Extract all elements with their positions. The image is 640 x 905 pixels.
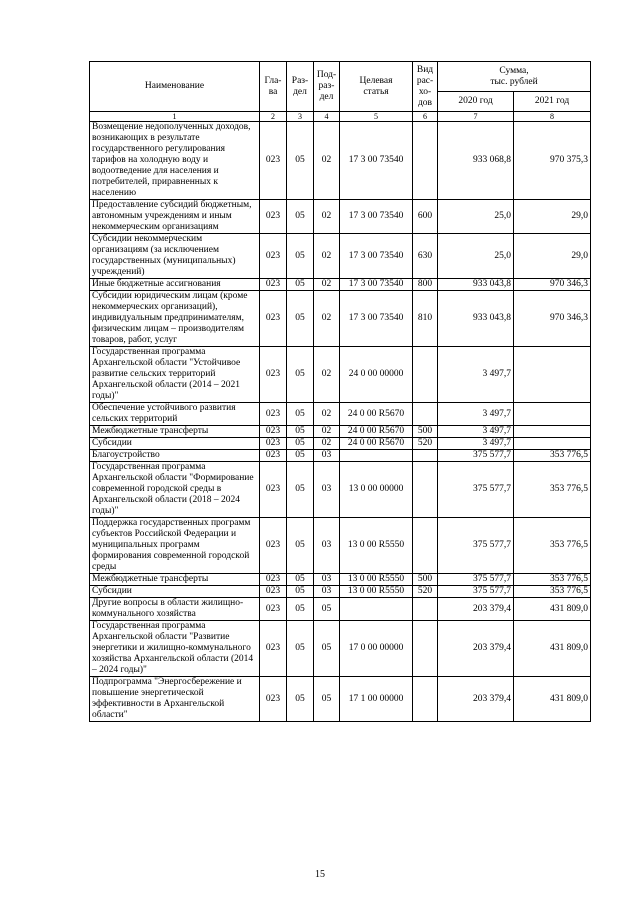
header-sum xyxy=(438,62,591,92)
header-chapter-label: Гла- ва xyxy=(264,75,282,97)
row-target: 13 0 00 R5550 xyxy=(340,518,413,574)
header-section-label: Раз- дел xyxy=(291,75,309,97)
table-row xyxy=(90,574,591,586)
table-row xyxy=(90,426,591,438)
column-index: 1 xyxy=(90,112,260,122)
header-chapter xyxy=(260,62,287,112)
row-sum-2021: 353 776,5 xyxy=(514,518,591,574)
row-subsection: 03 xyxy=(314,450,340,462)
row-expense-type: 500 xyxy=(413,574,438,586)
row-chapter: 023 xyxy=(260,598,287,621)
row-subsection: 03 xyxy=(314,586,340,598)
row-sum-2020: 375 577,7 xyxy=(438,574,514,586)
header-target xyxy=(340,62,413,112)
page-number: 15 xyxy=(315,869,325,880)
table-row xyxy=(90,586,591,598)
row-sum-2020: 203 379,4 xyxy=(438,621,514,677)
row-name: Межбюджетные трансферты xyxy=(90,574,260,586)
row-subsection: 02 xyxy=(314,291,340,347)
table-row xyxy=(90,122,591,200)
row-expense-type xyxy=(413,347,438,403)
row-expense-type: 600 xyxy=(413,200,438,234)
row-sum-2020: 933 068,8 xyxy=(438,122,514,200)
row-subsection: 02 xyxy=(314,279,340,291)
row-section: 05 xyxy=(287,450,314,462)
row-sum-2021: 970 346,3 xyxy=(514,279,591,291)
row-section: 05 xyxy=(287,677,314,722)
row-name: Возмещение недополученных доходов, возникающих в результате государственного регулирования тарифов на холодную воду и водоотведение для населения и потребителей, приравненных к населению xyxy=(90,122,260,200)
row-chapter: 023 xyxy=(260,438,287,450)
row-subsection: 05 xyxy=(314,621,340,677)
row-section: 05 xyxy=(287,574,314,586)
column-index: 2 xyxy=(260,112,287,122)
row-target: 24 0 00 00000 xyxy=(340,347,413,403)
header-name: Наименование xyxy=(90,62,260,112)
row-target: 13 0 00 R5550 xyxy=(340,586,413,598)
row-target: 17 3 00 73540 xyxy=(340,291,413,347)
row-name: Государственная программа Архангельской области "Развитие энергетики и жилищно-коммунального хозяйства Архангельской области (2014 – 2024 годы)" xyxy=(90,621,260,677)
row-name: Субсидии xyxy=(90,586,260,598)
row-name: Субсидии юридическим лицам (кроме некоммерческих организаций), индивидуальным предпринимателям, физическим лицам – производителям товаров, работ, услуг xyxy=(90,291,260,347)
row-sum-2021: 353 776,5 xyxy=(514,462,591,518)
row-target: 13 0 00 00000 xyxy=(340,462,413,518)
row-expense-type xyxy=(413,621,438,677)
row-subsection: 03 xyxy=(314,518,340,574)
row-target: 13 0 00 R5550 xyxy=(340,574,413,586)
row-sum-2020: 203 379,4 xyxy=(438,598,514,621)
row-chapter: 023 xyxy=(260,450,287,462)
row-sum-2020: 3 497,7 xyxy=(438,438,514,450)
column-index: 4 xyxy=(314,112,340,122)
row-name: Государственная программа Архангельской области "Формирование современной городской среды в Архангельской области (2018 – 2024 годы)" xyxy=(90,462,260,518)
row-sum-2020: 25,0 xyxy=(438,200,514,234)
row-name: Субсидии xyxy=(90,438,260,450)
row-chapter: 023 xyxy=(260,677,287,722)
row-sum-2020: 933 043,8 xyxy=(438,291,514,347)
row-expense-type xyxy=(413,598,438,621)
row-section: 05 xyxy=(287,122,314,200)
table-row xyxy=(90,450,591,462)
table-row xyxy=(90,462,591,518)
row-sum-2021: 970 375,3 xyxy=(514,122,591,200)
row-chapter: 023 xyxy=(260,200,287,234)
row-name: Обеспечение устойчивого развития сельских территорий xyxy=(90,403,260,426)
row-name: Подпрограмма "Энергосбережение и повышение энергетической эффективности в Архангельской области" xyxy=(90,677,260,722)
row-name: Благоустройство xyxy=(90,450,260,462)
row-section: 05 xyxy=(287,347,314,403)
row-chapter: 023 xyxy=(260,518,287,574)
row-sum-2021: 353 776,5 xyxy=(514,574,591,586)
row-expense-type: 630 xyxy=(413,234,438,279)
row-sum-2021 xyxy=(514,438,591,450)
row-chapter: 023 xyxy=(260,586,287,598)
table-row xyxy=(90,347,591,403)
row-sum-2021: 353 776,5 xyxy=(514,450,591,462)
row-sum-2021: 29,0 xyxy=(514,234,591,279)
row-expense-type xyxy=(413,403,438,426)
table-row xyxy=(90,518,591,574)
table-row xyxy=(90,200,591,234)
row-section: 05 xyxy=(287,438,314,450)
row-target: 24 0 00 R5670 xyxy=(340,438,413,450)
row-expense-type xyxy=(413,450,438,462)
row-target: 17 3 00 73540 xyxy=(340,122,413,200)
row-sum-2021 xyxy=(514,347,591,403)
row-expense-type xyxy=(413,677,438,722)
header-expense-type xyxy=(413,62,438,112)
row-sum-2021 xyxy=(514,403,591,426)
row-target: 17 3 00 73540 xyxy=(340,279,413,291)
row-sum-2020: 375 577,7 xyxy=(438,462,514,518)
row-name: Предоставление субсидий бюджетным, автономным учреждениям и иным некоммерческим организациям xyxy=(90,200,260,234)
table-row xyxy=(90,234,591,279)
row-expense-type: 810 xyxy=(413,291,438,347)
row-sum-2020: 25,0 xyxy=(438,234,514,279)
row-sum-2020: 933 043,8 xyxy=(438,279,514,291)
row-subsection: 02 xyxy=(314,200,340,234)
row-section: 05 xyxy=(287,200,314,234)
row-subsection: 02 xyxy=(314,122,340,200)
row-name: Субсидии некоммерческим организациям (за исключением государственных (муниципальных) учреждений) xyxy=(90,234,260,279)
row-section: 05 xyxy=(287,462,314,518)
column-index-row xyxy=(90,112,591,122)
row-chapter: 023 xyxy=(260,574,287,586)
header-year-2021: 2021 год xyxy=(514,92,591,112)
table-row xyxy=(90,291,591,347)
row-section: 05 xyxy=(287,586,314,598)
row-name: Государственная программа Архангельской области "Устойчивое развитие сельских территорий Архангельской области (2014 – 2021 годы)" xyxy=(90,347,260,403)
row-sum-2020: 203 379,4 xyxy=(438,677,514,722)
row-target: 17 1 00 00000 xyxy=(340,677,413,722)
row-sum-2021: 431 809,0 xyxy=(514,598,591,621)
row-chapter: 023 xyxy=(260,426,287,438)
row-name: Другие вопросы в области жилищно-коммунального хозяйства xyxy=(90,598,260,621)
row-chapter: 023 xyxy=(260,234,287,279)
row-name: Межбюджетные трансферты xyxy=(90,426,260,438)
row-subsection: 03 xyxy=(314,574,340,586)
row-target: 24 0 00 R5670 xyxy=(340,403,413,426)
row-expense-type xyxy=(413,462,438,518)
header-section xyxy=(287,62,314,112)
row-subsection: 03 xyxy=(314,462,340,518)
table-header xyxy=(90,62,591,122)
row-expense-type: 520 xyxy=(413,438,438,450)
row-sum-2021: 431 809,0 xyxy=(514,677,591,722)
table-row xyxy=(90,621,591,677)
row-section: 05 xyxy=(287,291,314,347)
row-chapter: 023 xyxy=(260,122,287,200)
row-expense-type: 520 xyxy=(413,586,438,598)
row-sum-2021: 431 809,0 xyxy=(514,621,591,677)
row-expense-type xyxy=(413,122,438,200)
row-target xyxy=(340,598,413,621)
column-index: 6 xyxy=(413,112,438,122)
row-section: 05 xyxy=(287,621,314,677)
row-sum-2021 xyxy=(514,426,591,438)
table-row xyxy=(90,403,591,426)
row-section: 05 xyxy=(287,518,314,574)
row-sum-2021: 353 776,5 xyxy=(514,586,591,598)
row-section: 05 xyxy=(287,279,314,291)
row-subsection: 02 xyxy=(314,426,340,438)
header-subsection xyxy=(314,62,340,112)
row-sum-2021: 29,0 xyxy=(514,200,591,234)
column-index: 7 xyxy=(438,112,514,122)
column-index: 3 xyxy=(287,112,314,122)
row-target xyxy=(340,450,413,462)
row-sum-2020: 375 577,7 xyxy=(438,518,514,574)
table-row xyxy=(90,438,591,450)
budget-table xyxy=(89,61,591,722)
row-sum-2020: 3 497,7 xyxy=(438,347,514,403)
header-subsection-label: Под- раз- дел xyxy=(316,70,337,102)
column-index: 5 xyxy=(340,112,413,122)
table-row xyxy=(90,598,591,621)
row-chapter: 023 xyxy=(260,279,287,291)
row-sum-2020: 375 577,7 xyxy=(438,586,514,598)
row-expense-type: 500 xyxy=(413,426,438,438)
row-target: 17 3 00 73540 xyxy=(340,200,413,234)
row-target: 17 0 00 00000 xyxy=(340,621,413,677)
row-chapter: 023 xyxy=(260,347,287,403)
header-expense-type-label: Вид рас- хо- дов xyxy=(416,64,434,108)
row-expense-type: 800 xyxy=(413,279,438,291)
row-sum-2021: 970 346,3 xyxy=(514,291,591,347)
row-section: 05 xyxy=(287,426,314,438)
column-index: 8 xyxy=(514,112,591,122)
table-body xyxy=(90,122,591,722)
row-chapter: 023 xyxy=(260,291,287,347)
table-row xyxy=(90,677,591,722)
row-section: 05 xyxy=(287,234,314,279)
row-chapter: 023 xyxy=(260,621,287,677)
row-sum-2020: 3 497,7 xyxy=(438,426,514,438)
row-subsection: 05 xyxy=(314,598,340,621)
row-target: 24 0 00 R5670 xyxy=(340,426,413,438)
row-sum-2020: 3 497,7 xyxy=(438,403,514,426)
row-chapter: 023 xyxy=(260,403,287,426)
header-sum-label: Сумма, тыс. рублей xyxy=(490,65,538,87)
row-sum-2020: 375 577,7 xyxy=(438,450,514,462)
header-target-label: Целевая статья xyxy=(359,75,393,97)
row-chapter: 023 xyxy=(260,462,287,518)
row-name: Поддержка государственных программ субъектов Российской Федерации и муниципальных программ формирования современной городской среды xyxy=(90,518,260,574)
row-section: 05 xyxy=(287,598,314,621)
row-target: 17 3 00 73540 xyxy=(340,234,413,279)
row-subsection: 02 xyxy=(314,347,340,403)
row-subsection: 02 xyxy=(314,438,340,450)
row-subsection: 02 xyxy=(314,403,340,426)
row-name: Иные бюджетные ассигнования xyxy=(90,279,260,291)
table-row xyxy=(90,279,591,291)
row-expense-type xyxy=(413,518,438,574)
row-section: 05 xyxy=(287,403,314,426)
row-subsection: 05 xyxy=(314,677,340,722)
header-year-2020: 2020 год xyxy=(438,92,514,112)
row-subsection: 02 xyxy=(314,234,340,279)
